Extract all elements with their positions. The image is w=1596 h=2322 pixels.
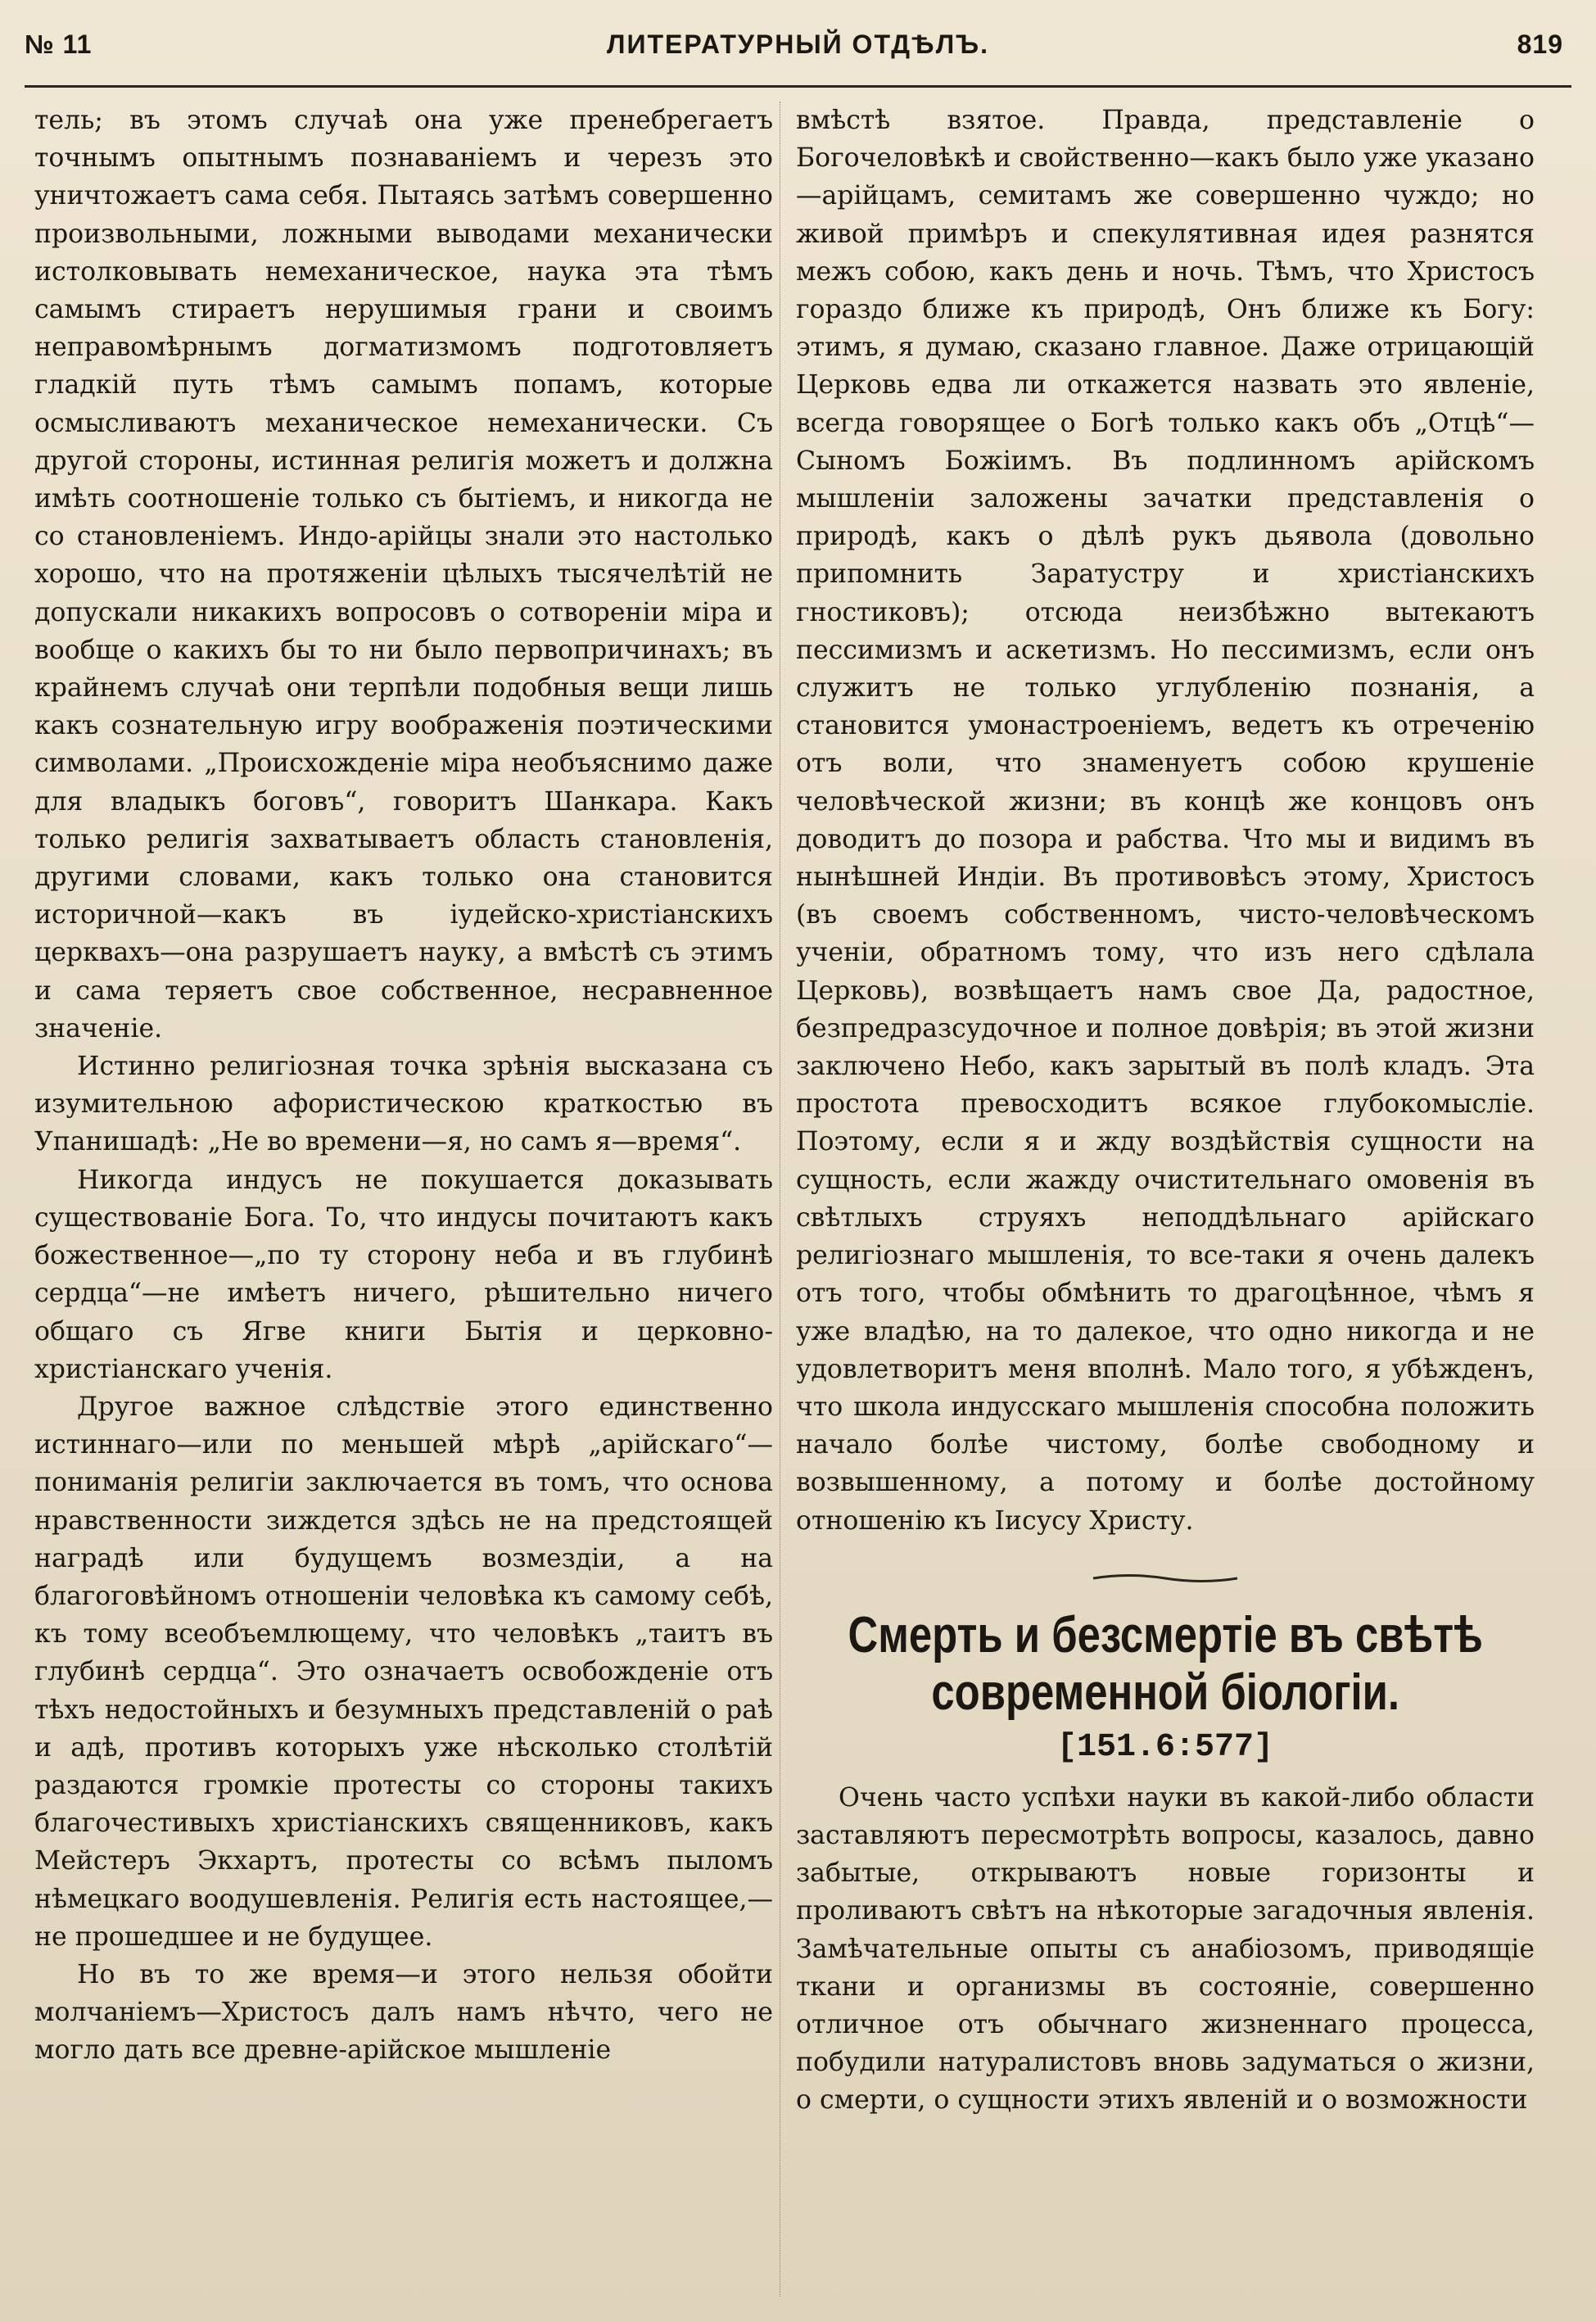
right-column [796, 102, 1535, 2297]
paragraph: Другое важное слѣдствіе этого единственно истиннаго—или по меньшей мѣрѣ „арійскаго“—пониманія религіи заключается въ томъ, что основа нравственности зиждется здѣсь не на предстоящей наградѣ или будущемъ возмездіи, а на благоговѣйномъ отношеніи человѣка къ самому себѣ, къ тому всеобъемлющему, что человѣкъ „таитъ въ глубинѣ сердца“. Это означаетъ освобожденіе отъ тѣхъ недостойныхъ и безумныхъ представленій о раѣ и адѣ, противъ которыхъ уже нѣсколько столѣтій раздаются громкіе протесты со стороны такихъ благочестивыхъ христіанскихъ священниковъ, какъ Мейстеръ Экхартъ, протесты со всѣмъ пыломъ нѣмецкаго воодушевленія. Религія есть настоящее,—не прошедшее и не будущее. [34, 1392, 773, 1952]
page-header [0, 29, 1596, 79]
page-number: 819 [1517, 29, 1563, 59]
article-title: Смерть и безсмертіе въ свѣтѣ современной біологіи. [848, 1606, 1483, 1721]
paragraph: тель; въ этомъ случаѣ она уже пренебрегаетъ точнымъ опытнымъ познаваніемъ и черезъ это уничтожаетъ сама себя. Пытаясь затѣмъ совершенно произвольными, ложными выводами механически истолковывать немеханическое, наука эта тѣмъ самымъ стираетъ нерушимыя грани и своимъ неправомѣрнымъ догматизмомъ подготовляетъ гладкій путь тѣмъ самымъ попамъ, которые осмысливаютъ механическое немеханически. Съ другой стороны, истинная религія можетъ и должна имѣть соотношеніе только съ бытіемъ, и никогда не со становленіемъ. Индо-арійцы знали это настолько хорошо, что на протяженіи цѣлыхъ тысячелѣтій не допускали никакихъ вопросовъ о сотвореніи міра и вообще о какихъ бы то ни было первопричинахъ; въ крайнемъ случаѣ они терпѣли подобныя вещи лишь какъ сознательную игру воображенія поэтическими символами. „Происхожденіе міра необъяснимо даже для владыкъ боговъ“, говоритъ Шанкара. Какъ только религія захватываетъ область становленія, другими словами, какъ только она становится историчной—какъ въ іудейско-христіанскихъ церквахъ—она разрушаетъ науку, а вмѣстѣ съ этимъ и сама теряетъ свое собственное, несравненное значеніе. [34, 106, 773, 1043]
issue-number: № 11 [25, 29, 93, 59]
section-ornament [1092, 1573, 1239, 1584]
paragraph: Истинно религіозная точка зрѣнія высказана съ изумительною афористическою краткостью въ Упанишадѣ: „Не во времени—я, но самъ я—время“. [34, 1052, 773, 1157]
paragraph: Никогда индусъ не покушается доказывать существованіе Бога. То, что индусы почитаютъ какъ божественное—„по ту сторону неба и въ глубинѣ сердца“—не имѣетъ ничего, рѣшительно ничего общаго съ Ягве книги Бытія и церковно-христіанскаго ученія. [34, 1165, 773, 1384]
paragraph: Очень часто успѣхи науки въ какой-либо области заставляютъ пересмотрѣть вопросы, казалось, давно забытые, открываютъ новые горизонты и проливаютъ свѣтъ на нѣкоторые загадочныя явленія. Замѣчательные опыты съ анабіозомъ, приводящіе ткани и организмы въ состояніе, совершенно отличное отъ обычнаго жизненнаго процесса, побудили натуралистовъ вновь задуматься о жизни, о смерти, о сущности этихъ явленій и о возможности [796, 1782, 1535, 2116]
article-reference: [151.6:577] [1056, 1728, 1274, 1766]
paragraph: вмѣстѣ взятое. Правда, представленіе о Богочеловѣкѣ и свойственно—какъ было уже указано—арійцамъ, семитамъ же совершенно чуждо; но живой примѣръ и спекулятивная идея разнятся межъ собою, какъ день и ночь. Тѣмъ, что Христосъ гораздо ближе къ природѣ, Онъ ближе къ Богу: этимъ, я думаю, сказано главное. Даже отрицающій Церковь едва ли откажется назвать это явленіе, всегда говорящее о Богѣ только какъ объ „Отцѣ“—Сыномъ Божіимъ. Въ подлинномъ арійскомъ мышленіи заложены зачатки представленія о природѣ, какъ о дѣлѣ рукъ дьявола (довольно припомнить Заратустру и христіанскихъ гностиковъ); отсюда неизбѣжно вытекаютъ пессимизмъ и аскетизмъ. Но пессимизмъ, если онъ служитъ не только углубленію познанія, а становится умонастроеніемъ, ведетъ къ отреченію отъ воли, что знаменуетъ собою крушеніе человѣческой жизни; въ концѣ же концовъ онъ доводитъ до позора и рабства. Что мы и видимъ въ нынѣшней Индіи. Въ противовѣсъ этому, Христосъ (въ своемъ собственномъ, чисто-человѣческомъ ученіи, обратномъ тому, что изъ него сдѣлала Церковь), возвѣщаетъ намъ свое Да, радостное, безпредразсудочное и полное довѣрія; въ этой жизни заключено Небо, какъ зарытый въ полѣ кладъ. Эта простота превосходитъ всякое глубокомысліе. Поэтому, если я и жду воздѣйствія сущности на сущность, если жажду очистительнаго омовенія въ свѣтлыхъ струяхъ неподдѣльнаго арійскаго религіознаго мышленія, то все-таки я очень далекъ отъ того, чтобы обмѣнить то драгоцѣнное, чѣмъ я уже владѣю, на то далекое, что одно никогда и не удовлетворитъ меня вполнѣ. Мало того, я убѣжденъ, что школа индусскаго мышленія способна положить начало болѣе чистому, болѣе свободному и возвышенному, а потому и болѣе достойному отношенію къ Іисусу Христу. [796, 106, 1535, 1536]
header-rule [25, 85, 1571, 88]
left-column [34, 102, 773, 2297]
section-title: ЛИТЕРАТУРНЫЙ ОТДѢЛЪ. [607, 29, 989, 59]
paragraph: Но въ то же время—и этого нельзя обойти молчаніемъ—Христосъ далъ намъ нѣчто, чего не могло дать все древне-арійское мышленіе [34, 1959, 773, 2066]
